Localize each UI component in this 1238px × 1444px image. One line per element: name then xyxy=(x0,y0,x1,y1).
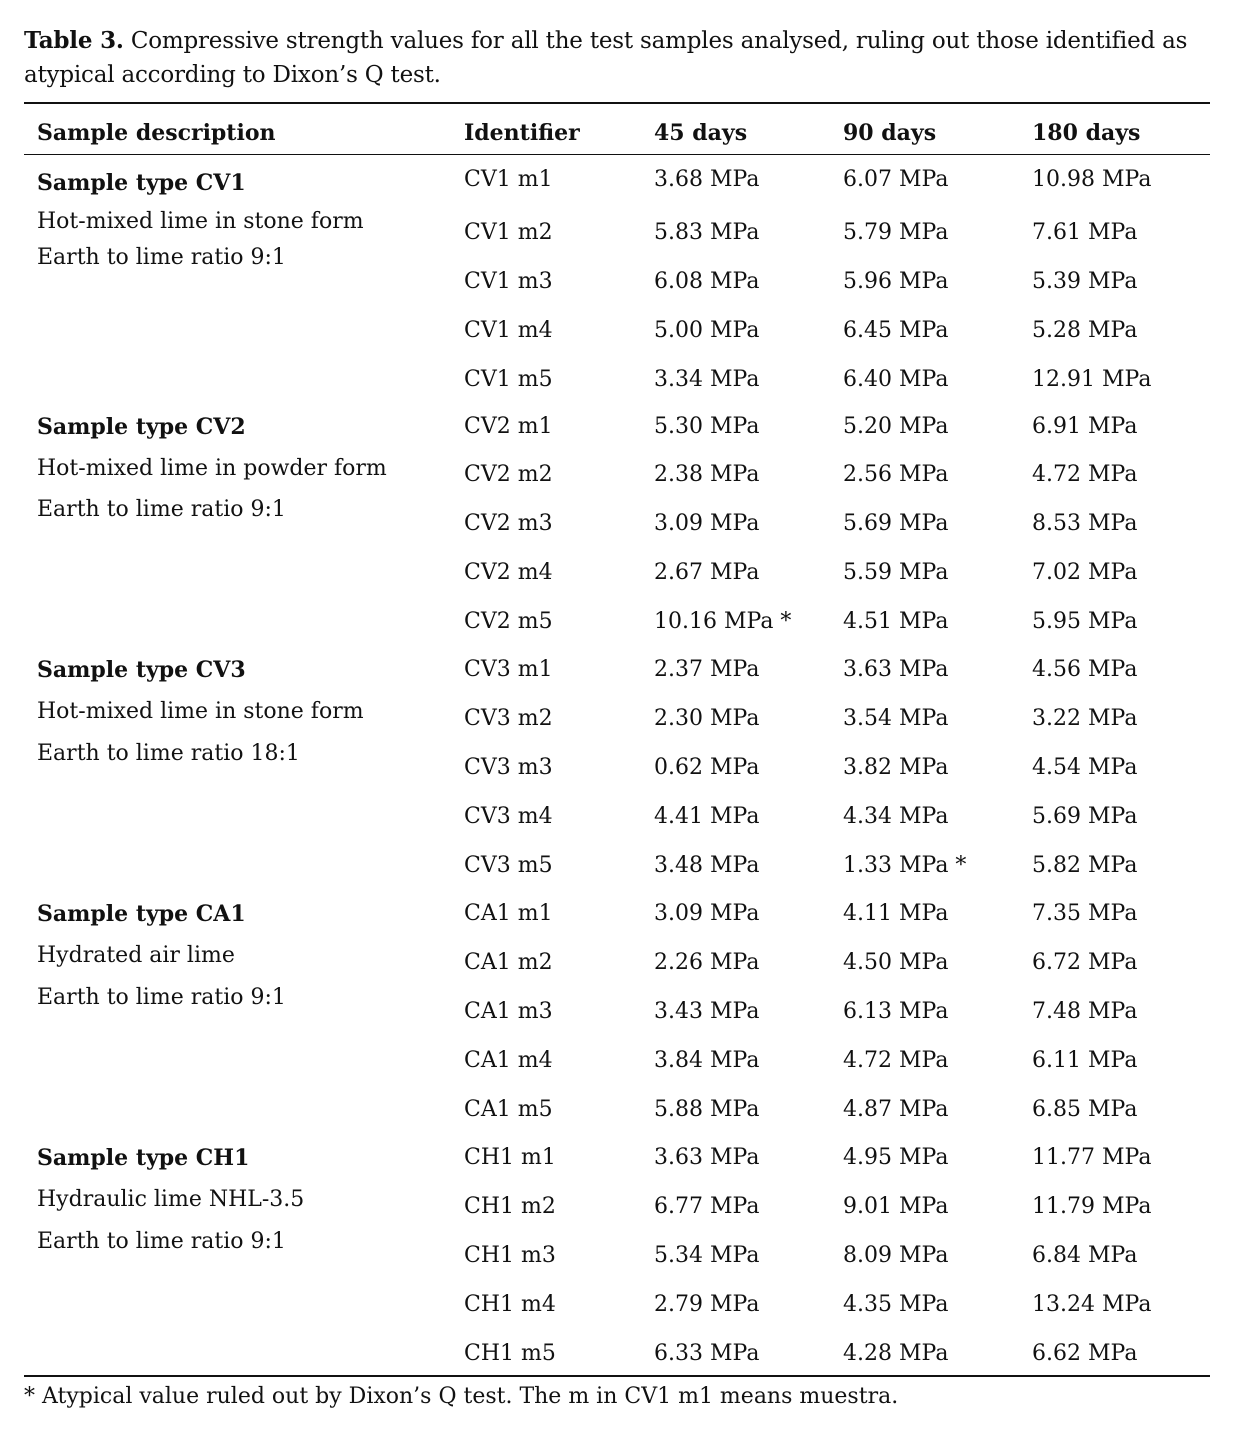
value-180-days: 5.39 MPa xyxy=(1032,269,1138,294)
value-45-days: 2.79 MPa xyxy=(654,1292,760,1317)
value-90-days: 4.51 MPa xyxy=(843,609,949,634)
value-45-days: 6.33 MPa xyxy=(654,1341,760,1366)
value-45-days: 0.62 MPa xyxy=(654,755,760,780)
value-180-days: 6.72 MPa xyxy=(1032,950,1138,975)
value-90-days: 6.13 MPa xyxy=(843,999,949,1024)
identifier: CV2 m1 xyxy=(464,414,553,439)
value-180-days: 6.91 MPa xyxy=(1032,414,1138,439)
value-180-days: 11.79 MPa xyxy=(1032,1194,1152,1219)
value-180-days: 5.95 MPa xyxy=(1032,609,1138,634)
sample-description-line: Earth to lime ratio 9:1 xyxy=(37,497,286,522)
identifier: CV3 m1 xyxy=(464,657,553,682)
value-90-days: 4.87 MPa xyxy=(843,1097,949,1122)
value-180-days: 12.91 MPa xyxy=(1032,367,1152,392)
value-180-days: 10.98 MPa xyxy=(1032,167,1152,192)
identifier: CV2 m5 xyxy=(464,609,553,634)
value-45-days: 3.43 MPa xyxy=(654,999,760,1024)
identifier: CH1 m1 xyxy=(464,1145,556,1170)
identifier: CA1 m1 xyxy=(464,901,553,926)
value-90-days: 4.35 MPa xyxy=(843,1292,949,1317)
value-180-days: 13.24 MPa xyxy=(1032,1292,1152,1317)
header-180-days: 180 days xyxy=(1032,120,1141,146)
value-45-days: 5.83 MPa xyxy=(654,220,760,245)
value-180-days: 4.72 MPa xyxy=(1032,462,1138,487)
value-180-days: 5.28 MPa xyxy=(1032,318,1138,343)
value-45-days: 4.41 MPa xyxy=(654,804,760,829)
sample-description-line: Earth to lime ratio 9:1 xyxy=(37,985,286,1010)
identifier: CA1 m5 xyxy=(464,1097,553,1122)
value-180-days: 6.84 MPa xyxy=(1032,1243,1138,1268)
identifier: CA1 m3 xyxy=(464,999,553,1024)
value-45-days: 5.34 MPa xyxy=(654,1243,760,1268)
value-45-days: 5.00 MPa xyxy=(654,318,760,343)
value-180-days: 7.61 MPa xyxy=(1032,220,1138,245)
value-90-days: 9.01 MPa xyxy=(843,1194,949,1219)
value-90-days: 4.34 MPa xyxy=(843,804,949,829)
identifier: CV3 m4 xyxy=(464,804,553,829)
identifier: CV3 m2 xyxy=(464,706,553,731)
value-45-days: 3.09 MPa xyxy=(654,901,760,926)
sample-description-line: Hot-mixed lime in stone form xyxy=(37,209,364,234)
value-90-days: 8.09 MPa xyxy=(843,1243,949,1268)
identifier: CH1 m5 xyxy=(464,1341,556,1366)
value-180-days: 6.11 MPa xyxy=(1032,1048,1138,1073)
value-90-days: 5.20 MPa xyxy=(843,414,949,439)
identifier: CH1 m4 xyxy=(464,1292,556,1317)
value-45-days: 6.77 MPa xyxy=(654,1194,760,1219)
sample-type-title: Sample type CV3 xyxy=(37,657,246,683)
identifier: CV3 m5 xyxy=(464,853,553,878)
caption-label: Table 3. xyxy=(24,27,124,54)
sample-type-title: Sample type CH1 xyxy=(37,1145,250,1171)
value-45-days: 5.30 MPa xyxy=(654,414,760,439)
sample-description-line: Hydrated air lime xyxy=(37,943,235,968)
table-bottom-rule xyxy=(24,1375,1210,1377)
value-45-days: 3.48 MPa xyxy=(654,853,760,878)
header-rule xyxy=(24,154,1210,155)
value-180-days: 4.54 MPa xyxy=(1032,755,1138,780)
identifier: CV1 m5 xyxy=(464,367,553,392)
value-180-days: 5.82 MPa xyxy=(1032,853,1138,878)
sample-description-line: Earth to lime ratio 9:1 xyxy=(37,245,286,270)
identifier: CH1 m3 xyxy=(464,1243,556,1268)
value-90-days: 1.33 MPa * xyxy=(843,853,967,878)
value-180-days: 5.69 MPa xyxy=(1032,804,1138,829)
sample-description-line: Hydraulic lime NHL-3.5 xyxy=(37,1187,305,1212)
value-90-days: 5.69 MPa xyxy=(843,511,949,536)
value-180-days: 3.22 MPa xyxy=(1032,706,1138,731)
value-90-days: 3.54 MPa xyxy=(843,706,949,731)
header-identifier: Identifier xyxy=(464,120,580,146)
sample-description-line: Earth to lime ratio 18:1 xyxy=(37,741,300,766)
value-90-days: 3.82 MPa xyxy=(843,755,949,780)
value-45-days: 10.16 MPa * xyxy=(654,609,792,634)
value-45-days: 2.37 MPa xyxy=(654,657,760,682)
value-180-days: 8.53 MPa xyxy=(1032,511,1138,536)
value-180-days: 7.35 MPa xyxy=(1032,901,1138,926)
identifier: CA1 m2 xyxy=(464,950,553,975)
identifier: CV1 m4 xyxy=(464,318,553,343)
value-45-days: 3.34 MPa xyxy=(654,367,760,392)
identifier: CV2 m2 xyxy=(464,462,553,487)
value-45-days: 3.68 MPa xyxy=(654,167,760,192)
value-45-days: 2.30 MPa xyxy=(654,706,760,731)
identifier: CV2 m3 xyxy=(464,511,553,536)
table-top-rule xyxy=(24,102,1210,104)
value-45-days: 3.63 MPa xyxy=(654,1145,760,1170)
identifier: CV1 m2 xyxy=(464,220,553,245)
value-45-days: 3.09 MPa xyxy=(654,511,760,536)
identifier: CV1 m1 xyxy=(464,167,553,192)
value-90-days: 4.11 MPa xyxy=(843,901,949,926)
value-180-days: 6.62 MPa xyxy=(1032,1341,1138,1366)
header-sample-description: Sample description xyxy=(37,120,276,146)
value-180-days: 11.77 MPa xyxy=(1032,1145,1152,1170)
value-90-days: 4.50 MPa xyxy=(843,950,949,975)
value-90-days: 5.96 MPa xyxy=(843,269,949,294)
value-90-days: 6.07 MPa xyxy=(843,167,949,192)
identifier: CV1 m3 xyxy=(464,269,553,294)
value-90-days: 5.79 MPa xyxy=(843,220,949,245)
value-45-days: 5.88 MPa xyxy=(654,1097,760,1122)
value-180-days: 7.02 MPa xyxy=(1032,560,1138,585)
sample-description-line: Hot-mixed lime in stone form xyxy=(37,699,364,724)
value-180-days: 6.85 MPa xyxy=(1032,1097,1138,1122)
sample-type-title: Sample type CV1 xyxy=(37,170,246,196)
value-90-days: 5.59 MPa xyxy=(843,560,949,585)
sample-type-title: Sample type CA1 xyxy=(37,901,246,927)
value-45-days: 2.26 MPa xyxy=(654,950,760,975)
value-180-days: 7.48 MPa xyxy=(1032,999,1138,1024)
table-footnote: * Atypical value ruled out by Dixon’s Q test. The m in CV1 m1 means muestra. xyxy=(24,1384,899,1409)
identifier: CV3 m3 xyxy=(464,755,553,780)
identifier: CA1 m4 xyxy=(464,1048,553,1073)
sample-type-title: Sample type CV2 xyxy=(37,414,246,440)
table-caption xyxy=(24,24,1224,92)
caption-text: Compressive strength values for all the test samples analysed, ruling out those identified as atypical according to Dixon’s Q test. xyxy=(24,28,1188,88)
value-90-days: 4.28 MPa xyxy=(843,1341,949,1366)
value-45-days: 2.67 MPa xyxy=(654,560,760,585)
header-45-days: 45 days xyxy=(654,120,748,146)
value-90-days: 6.45 MPa xyxy=(843,318,949,343)
value-45-days: 3.84 MPa xyxy=(654,1048,760,1073)
value-90-days: 4.72 MPa xyxy=(843,1048,949,1073)
value-180-days: 4.56 MPa xyxy=(1032,657,1138,682)
value-45-days: 2.38 MPa xyxy=(654,462,760,487)
value-90-days: 2.56 MPa xyxy=(843,462,949,487)
identifier: CH1 m2 xyxy=(464,1194,556,1219)
value-90-days: 4.95 MPa xyxy=(843,1145,949,1170)
sample-description-line: Hot-mixed lime in powder form xyxy=(37,456,387,481)
value-45-days: 6.08 MPa xyxy=(654,269,760,294)
value-90-days: 6.40 MPa xyxy=(843,367,949,392)
header-90-days: 90 days xyxy=(843,120,937,146)
value-90-days: 3.63 MPa xyxy=(843,657,949,682)
identifier: CV2 m4 xyxy=(464,560,553,585)
sample-description-line: Earth to lime ratio 9:1 xyxy=(37,1229,286,1254)
